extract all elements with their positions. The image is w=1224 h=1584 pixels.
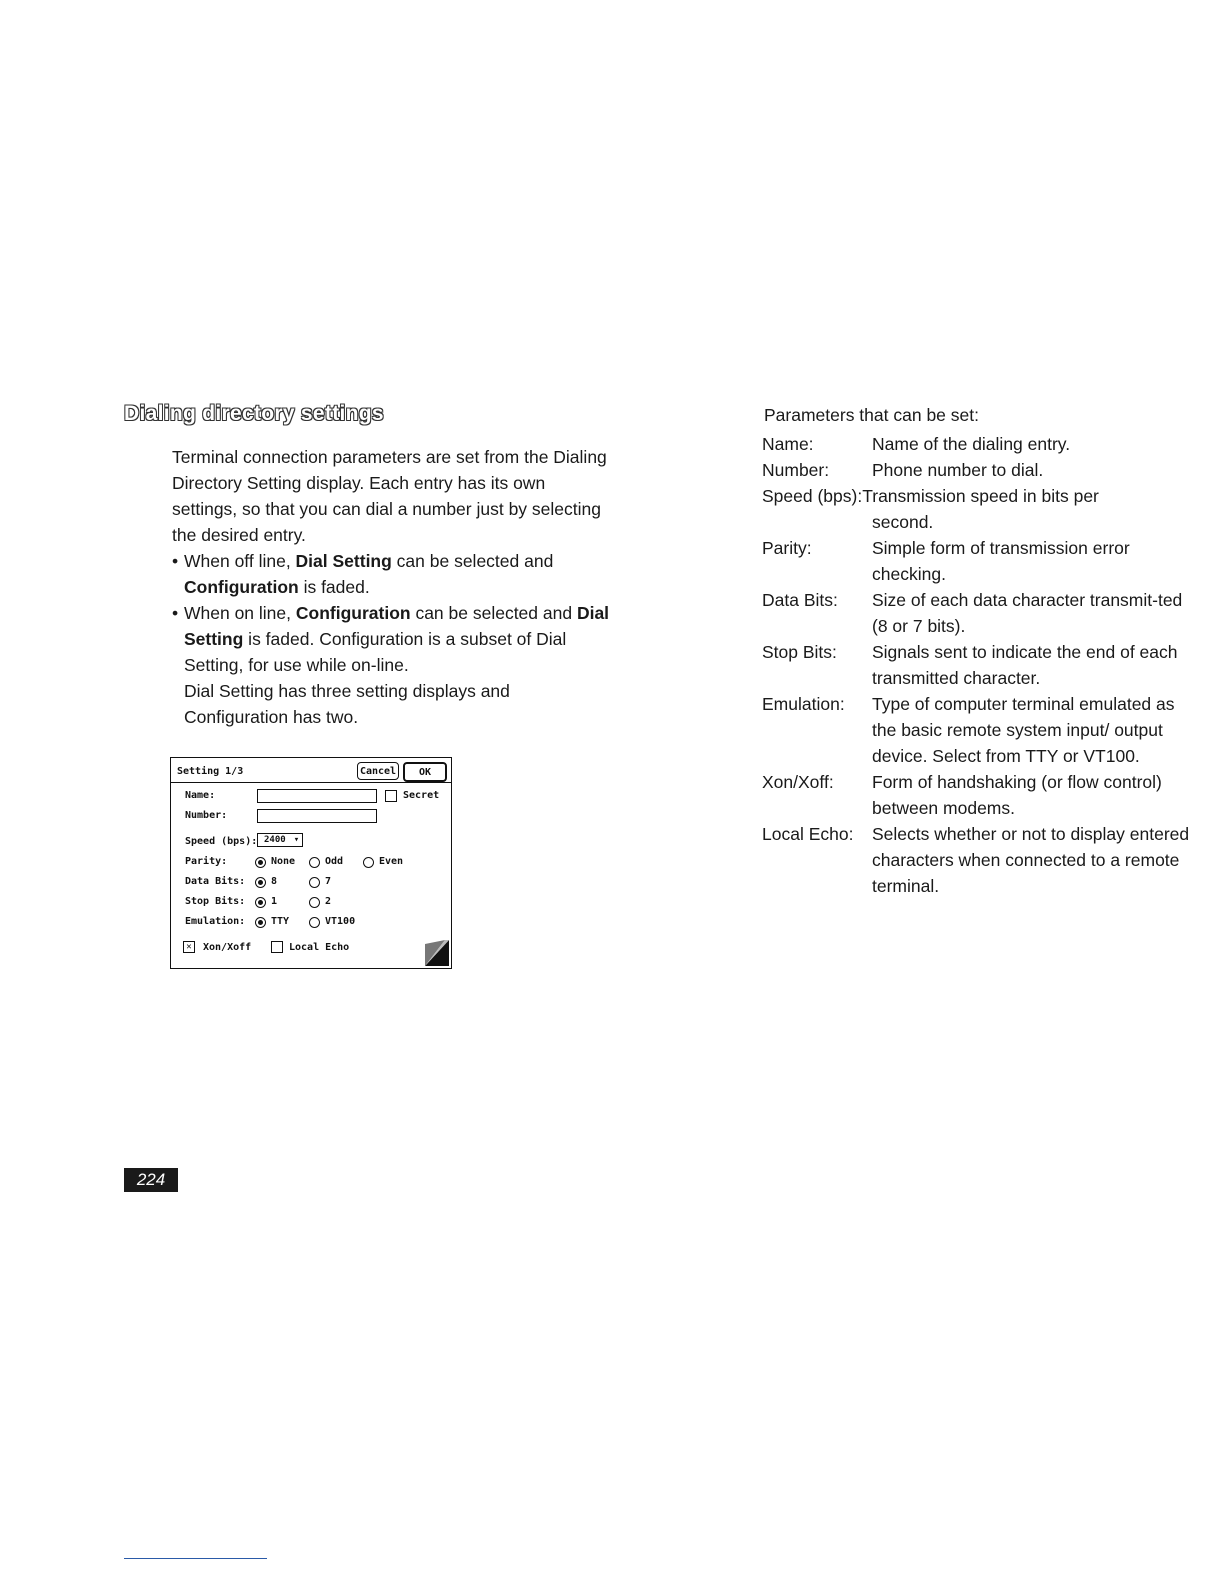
emulation-vt100-radio[interactable] [309, 917, 320, 928]
param-local-echo: Local Echo: Selects whether or not to display entered characters when connected to a remote terminal. [762, 824, 1190, 896]
param-emulation: Emulation: Type of computer terminal emulated as the basic remote system input/ output device. Select from TTY or VT100. [762, 694, 1175, 766]
bullet-note: Dial Setting has three setting displays and Configuration has two. [184, 681, 510, 727]
configuration-term: Configuration [295, 603, 411, 623]
xonxoff-checkbox[interactable]: ✕ [183, 941, 195, 953]
page-number: 224 [124, 1168, 178, 1192]
dial-setting-term: Dial Setting [184, 603, 610, 649]
dialog-title: Setting 1/3 [177, 766, 244, 777]
stopbits-label: Stop Bits: [185, 896, 246, 907]
param-stop-bits: Stop Bits: Signals sent to indicate the end of each transmitted character. [762, 642, 1178, 688]
mode-bullet-list [172, 548, 612, 678]
intro-paragraph: Terminal connection parameters are set from the Dialing Directory Setting display. Each entry has its own settings, so that you can dial a number just by selecting the desired entry. [172, 447, 607, 545]
chevron-down-icon: ▾ [293, 835, 300, 845]
speed-select[interactable] [257, 833, 303, 847]
bullet-online: • When on line, Configuration can be selected and Dial Setting is faded. Configuration is a subset of Dial Setting, for use while on-line. [172, 600, 612, 678]
param-data-bits: Data Bits: Size of each data character transmit-ted (8 or 7 bits). [762, 590, 1183, 636]
local-echo-label: Local Echo [289, 942, 350, 953]
parity-even-label: Even [379, 856, 404, 867]
page-turn-icon[interactable] [425, 940, 449, 966]
parity-odd-radio[interactable] [309, 857, 320, 868]
emulation-vt100-label: VT100 [325, 916, 356, 927]
section-heading: Dialing directory settings [124, 402, 384, 425]
parameters-title: Parameters that can be set: [764, 405, 979, 425]
databits-8-label: 8 [271, 876, 278, 887]
stopbits-1-label: 1 [271, 896, 278, 907]
number-input[interactable] [257, 809, 377, 823]
secret-checkbox[interactable] [385, 790, 397, 802]
databits-7-radio[interactable] [309, 877, 320, 888]
stopbits-1-radio[interactable] [255, 897, 266, 908]
stopbits-2-label: 2 [325, 896, 332, 907]
local-echo-checkbox[interactable] [271, 941, 283, 953]
secret-label: Secret [403, 790, 440, 801]
emulation-tty-label: TTY [271, 916, 290, 927]
emulation-label: Emulation: [185, 916, 246, 927]
parity-odd-label: Odd [325, 856, 344, 867]
dialog-divider [171, 782, 451, 783]
emulation-tty-radio[interactable] [255, 917, 266, 928]
stopbits-2-radio[interactable] [309, 897, 320, 908]
cancel-button[interactable]: Cancel [357, 762, 399, 780]
param-number: Number: Phone number to dial. [762, 460, 1044, 480]
databits-label: Data Bits: [185, 876, 246, 887]
parity-none-label: None [271, 856, 296, 867]
footer-rule [124, 1558, 267, 1559]
parity-even-radio[interactable] [363, 857, 374, 868]
param-parity: Parity: Simple form of transmission error checking. [762, 538, 1130, 584]
bullet-offline: • When off line, Dial Setting can be selected and Configuration is faded. [172, 548, 612, 600]
parity-none-radio[interactable] [255, 857, 266, 868]
databits-8-radio[interactable] [255, 877, 266, 888]
name-label: Name: [185, 790, 216, 801]
speed-label: Speed (bps): [185, 836, 258, 847]
xonxoff-label: Xon/Xoff [203, 942, 252, 953]
parameters-list [762, 431, 1192, 899]
databits-7-label: 7 [325, 876, 332, 887]
param-name: Name: Name of the dialing entry. [762, 434, 1071, 454]
ok-button[interactable]: OK [403, 762, 447, 782]
param-xon-xoff: Xon/Xoff: Form of handshaking (or flow control) between modems. [762, 772, 1162, 818]
param-speed: Speed (bps):Transmission speed in bits per second. [762, 486, 1099, 532]
configuration-term: Configuration [184, 577, 299, 597]
setting-dialog-screenshot [170, 757, 452, 969]
speed-value: 2400 [264, 835, 286, 845]
parity-label: Parity: [185, 856, 228, 867]
dial-setting-term: Dial Setting [295, 551, 392, 571]
number-label: Number: [185, 810, 228, 821]
name-input[interactable] [257, 789, 377, 803]
